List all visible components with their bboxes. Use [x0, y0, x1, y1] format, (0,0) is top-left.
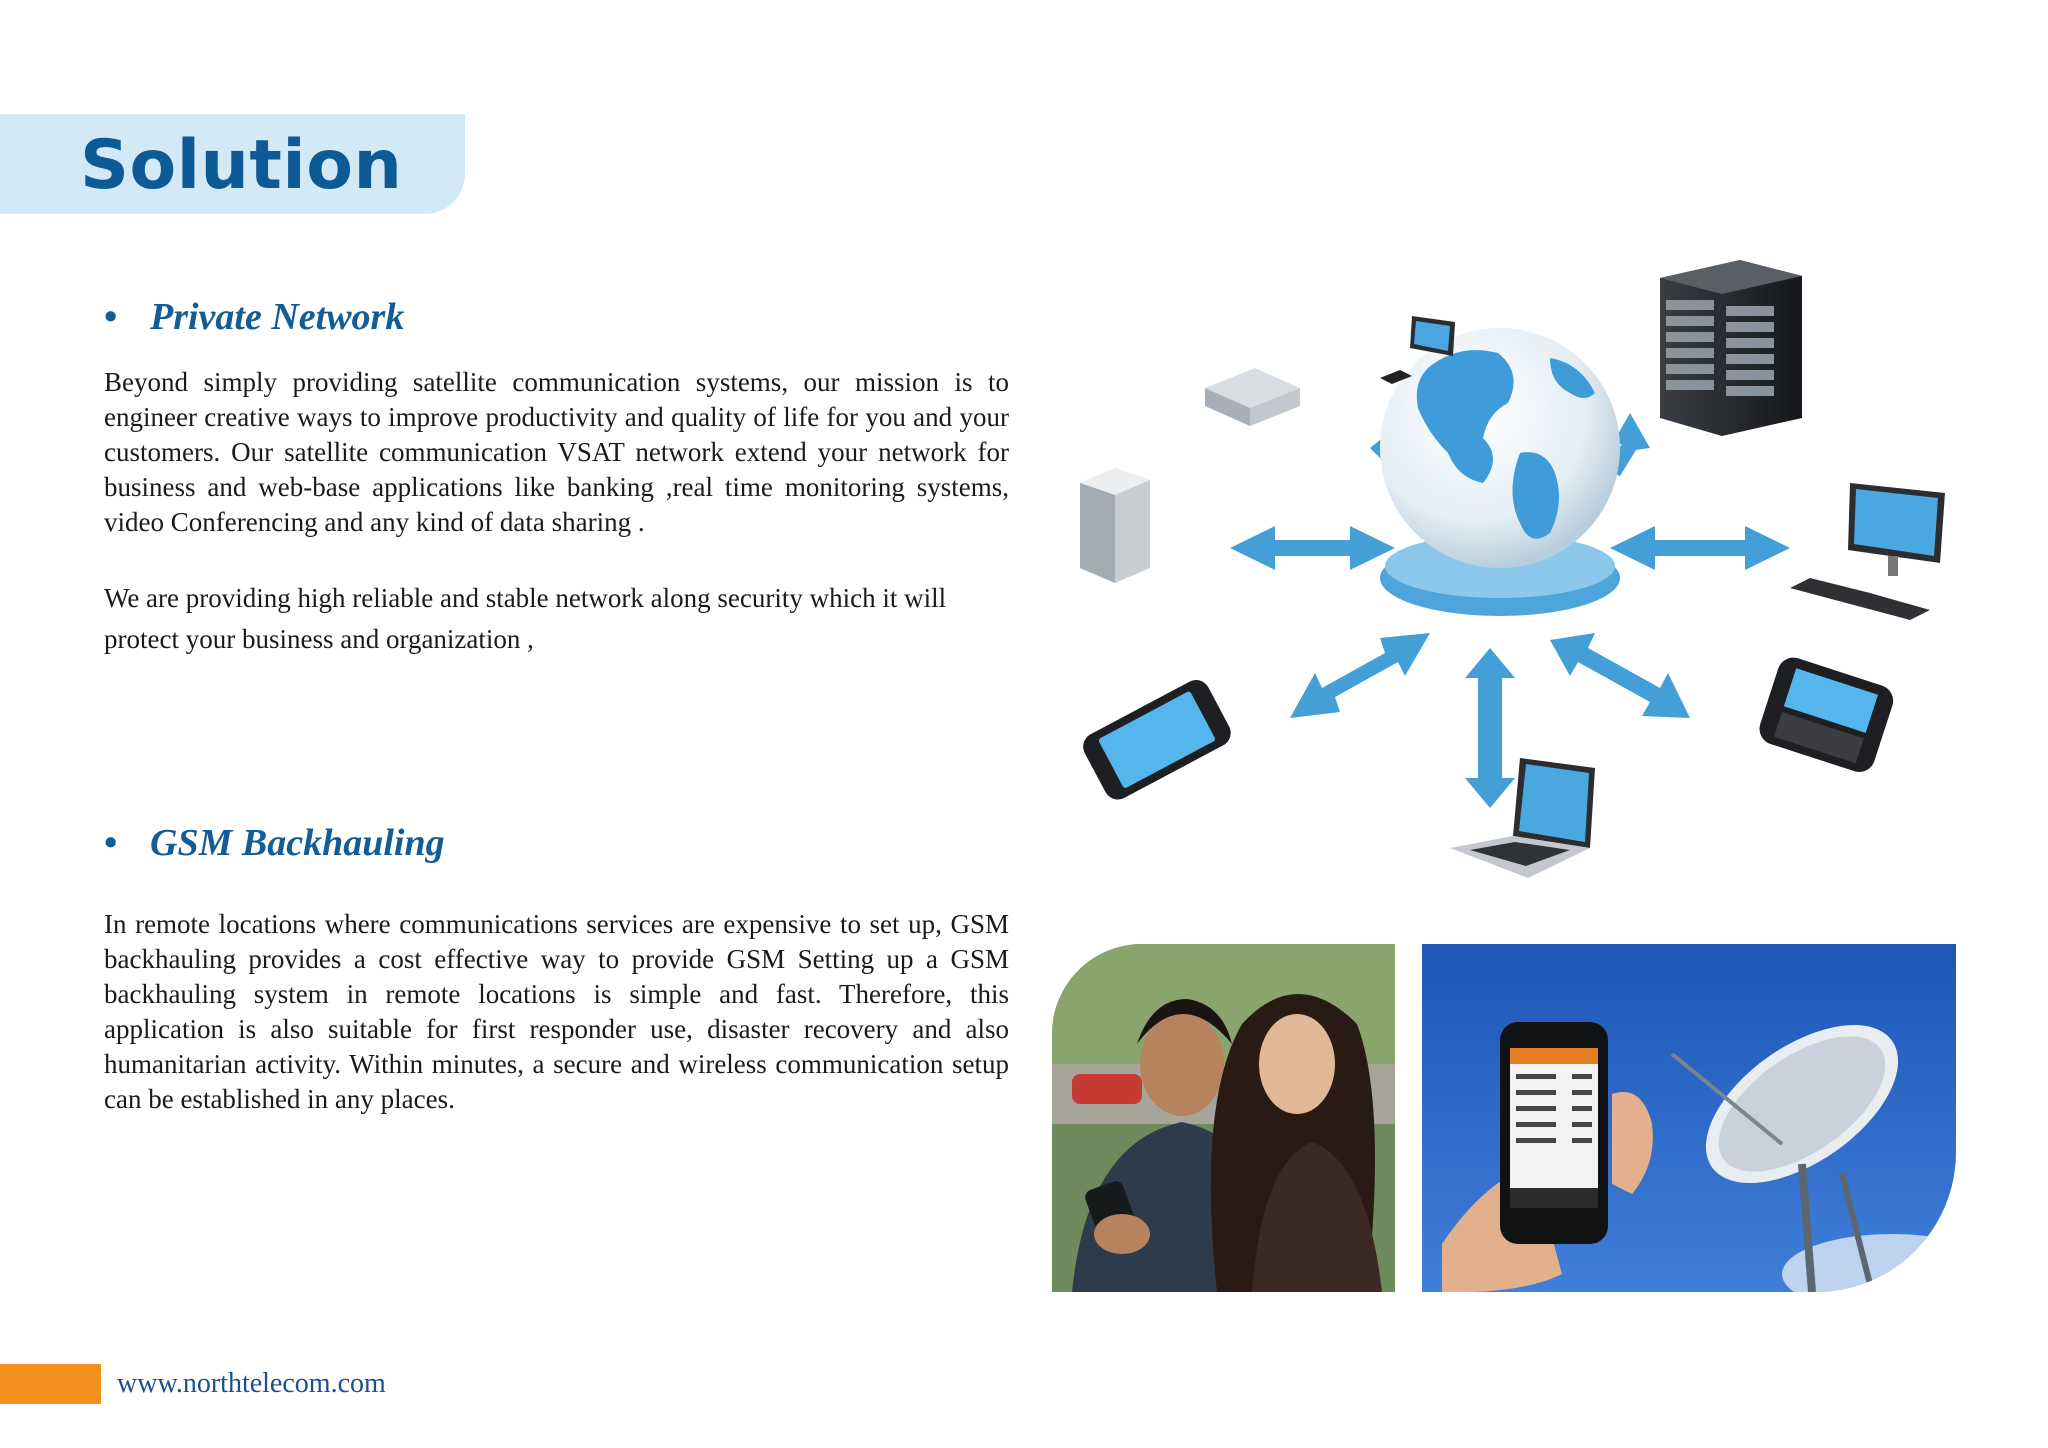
private-network-paragraph-2: We are providing high reliable and stable network along security which it will protect your business and organization , [104, 583, 947, 654]
network-globe-illustration [1050, 248, 1970, 908]
phone-satellite-dish-photo [1422, 944, 1956, 1292]
page-title: Solution [80, 126, 403, 205]
gsm-backhauling-paragraph: In remote locations where communications services are expensive to set up, GSM backhauling provides a cost effective way to provide GSM Setting up a GSM backhauling system in remote locations is simple and fast. Therefore, this application is also suitable for first responder use, disaster recovery and also humanitarian activity. Within minutes, a secure and wireless communication setup can be established in any places. [104, 909, 1009, 1114]
bullet: • [104, 822, 118, 864]
bullet: • [104, 296, 118, 338]
section-heading-text: Private Network [150, 296, 405, 338]
footer-website-url[interactable]: www.northtelecom.com [117, 1368, 386, 1399]
footer-accent-bar [0, 1364, 101, 1404]
section-heading-gsm-backhauling [104, 820, 445, 866]
private-network-paragraph-1: Beyond simply providing satellite communication systems, our mission is to engineer creative ways to improve productivity and quality of life for you and your customers. Our satellite communication VSAT network extend your network for business and web-base applications like banking ,real time monitoring systems, video Conferencing and any kind of data sharing . [104, 367, 1009, 537]
couple-using-phone-photo [1052, 944, 1395, 1292]
section-heading-text: GSM Backhauling [150, 822, 445, 864]
section-heading-private-network [104, 294, 404, 340]
